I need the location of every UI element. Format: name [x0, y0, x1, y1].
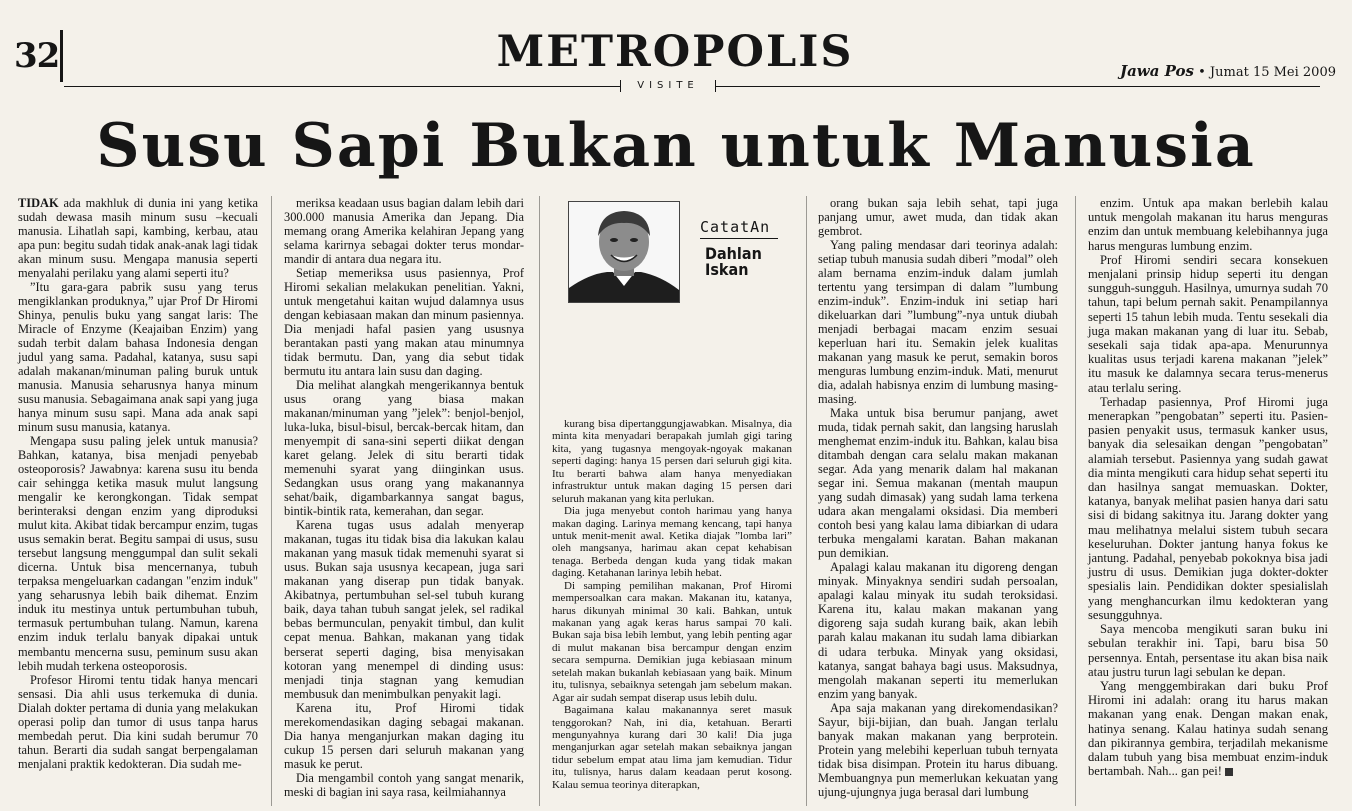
paragraph [1088, 395, 1328, 622]
paragraph [818, 701, 1058, 799]
author-name [705, 246, 768, 278]
paragraph-text: Saya mencoba mengikuti saran buku ini sebulan terakhir ini. Tapi, baru bisa 50 persennya. Entah, persentase itu akan bisa naik atau justru turun lagi sebulan ke depan. [1088, 622, 1328, 679]
paragraph-text: kurang bisa dipertanggungjawabkan. Misalnya, dia minta kita menyadari berapakah jumlah gigi taring kita, yang tugasnya mengoyak-ngoyak makanan seperti daging: hanya 15 persen dari seluruh gigi kita. Itu berarti bahwa alam hanya menyediakan infrastruktur untuk makan daging 15 persen dari seluruh makanan yang kita perlukan. [552, 418, 792, 505]
author-photo [568, 201, 680, 303]
article-column-4 [818, 196, 1058, 799]
paragraph [284, 701, 524, 771]
paragraph [552, 418, 792, 505]
masthead: METROPOLIS [496, 27, 854, 77]
paragraph [818, 238, 1058, 406]
paragraph-text: Dia melihat alangkah mengerikannya bentuk usus orang yang biasa makan makanan/minuman yang ”jelek”: benjol-benjol, luka-luka, bisul-bisul, bercak-bercak hitam, dan menyempit di sana-sini seperti diikat dengan karet gelang. Jelek di situ berarti tidak memenuhi syarat yang diinginkan usus. Sedangkan usus orang yang makanannya sehat/baik, digambarkannya sangat bagus, bintik-bintik rata, kemerahan, dan segar. [284, 378, 524, 519]
paragraph [18, 434, 258, 672]
end-of-article-mark [1225, 768, 1233, 776]
issue-date: Jumat 15 Mei 2009 [1209, 65, 1336, 80]
paragraph-text: Karena itu, Prof Hiromi tidak merekomendasikan daging sebagai makanan. Dia hanya menganjurkan makan daging itu cukup 15 persen dari seluruh makanan yang masuk ke perut. [284, 700, 524, 771]
paragraph [818, 196, 1058, 238]
paragraph-text: Yang paling mendasar dari teorinya adalah: setiap tubuh manusia sudah diberi ”modal” oleh alam bernama enzim-induk dalam jumlah tertentu yang tersimpan di dalam ”lumbung enzim-induk”. Enzim-induk ini setiap hari dikeluarkan dari ”lumbung”-nya untuk diubah menjadi berbagai macam enzim sesuai keperluan hari itu. Semakin jelek kualitas makanan yang masuk ke perut, semakin boros menguras lumbung enzim-induk. Mati, menurut dia, adalah habisnya enzim di lumbung masing-masing. [818, 238, 1058, 407]
column-rule [539, 196, 540, 806]
paragraph [284, 771, 524, 799]
paragraph [18, 673, 258, 771]
author-portrait-image [569, 202, 679, 302]
paragraph [818, 560, 1058, 700]
paragraph [552, 704, 792, 791]
lead-word: TIDAK [18, 196, 59, 210]
column-label-underline [700, 238, 778, 239]
article-column-2 [284, 196, 524, 799]
newspaper-name: Jawa Pos [1119, 62, 1194, 80]
article-column-5 [1088, 196, 1328, 778]
page-number-divider [60, 30, 63, 82]
paragraph-text: Setiap memeriksa usus pasiennya, Prof Hiromi sekalian melakukan penelitian. Yakni, untuk mengetahui kaitan wujud dalamnya usus dengan kebiasaan makan dan minum pasiennya. Dia menjadi hafal pasien yang ususnya berantakan pasti yang makan atau minumnya tidak bermutu. Dan, yang dia sebut tidak bermutu itu antara lain susu dan daging. [284, 266, 524, 379]
paragraph-text: ”Itu gara-gara pabrik susu yang terus mengiklankan produknya,” ujar Prof Dr Hiromi Shinya, penulis buku yang sangat laris: The Miracle of Enzyme (Keajaiban Enzim) yang sudah terbit dalam bahasa Indonesia dengan judul yang sama. Padahal, katanya, susu sapi adalah makanan/minuman paling buruk untuk manusia. Manusia seharusnya hanya minum susu manusia. Sebagaimana anak sapi yang juga hanya minum susu sapi. Mana ada anak sapi minum susu manusia, katanya. [18, 280, 258, 435]
paragraph [1088, 253, 1328, 395]
paragraph [284, 378, 524, 518]
paragraph-text: Terhadap pasiennya, Prof Hiromi juga menerapkan ”pengobatan” seperti itu. Pasien-pasien penyakit usus, termasuk kanker usus, banyak dia selesaikan dengan ”pengobatan” alamiah tersebut. Pasiennya yang sudah gawat dia minta mengikuti cara hidup sehat seperti itu dan hasilnya sangat memuaskan. Dokter, katanya, banyak melihat pasien hanya dari satu sisi di bidang sakitnya itu. Jarang dokter yang mau melihatnya melalui sistem tubuh secara keseluruhan. Dokter jantung hanya fokus ke jantung. Padahal, penyebab pokoknya bisa jadi justru di usus. Demikian juga dokter-dokter spesialis lain. Pendidikan dokter spesialislah yang menghancurkan ilmu kedokteran yang sesungguhnya. [1088, 394, 1328, 622]
newspaper-dateline [1120, 62, 1336, 80]
paragraph [18, 280, 258, 434]
paragraph-text: meriksa keadaan usus bagian dalam lebih dari 300.000 manusia Amerika dan Jepang. Dia memang orang Amerika kelahiran Jepang yang selama karirnya sebagai dokter terus mondar-mandir di antara dua negara itu. [284, 196, 524, 267]
article-headline: Susu Sapi Bukan untuk Manusia [96, 111, 1256, 181]
paragraph-text: Prof Hiromi sendiri secara konsekuen menjalani prinsip hidup seperti itu dengan sungguh-sungguh. Hasilnya, umurnya sudah 70 tahun, tapi belum pernah sakit. Penampilannya seperti 15 tahun lebih muda. Tentu sesekali dia juga makan makanan yang di luar itu. Sebab, sesekali saja tidak apa-apa. Menurunnya kualitas usus terjadi karena makanan ”jelek” itu masuk ke dalamnya secara terus-menerus atau terlalu sering. [1088, 252, 1328, 395]
byline-box [555, 196, 795, 406]
paragraph [1088, 679, 1328, 778]
page-header [0, 0, 1352, 100]
paragraph-text: Mengapa susu paling jelek untuk manusia? Bahkan, katanya, bisa menjadi penyebab osteoporosis? Jawabnya: karena susu itu benda cair sehingga ketika masuk mulut langsung mengalir ke kerongkongan. Tidak sempat berinteraksi dengan enzim yang diproduksi mulut kita. Akibat tidak bercampur enzim, tugas usus semakin berat. Begitu sampai di usus, susu tersebut langsung menggumpal dan sulit sekali dicerna. Untuk bisa mencernanya, tubuh terpaksa mengeluarkan cadangan "enzim induk" yang seharusnya lebih baik dihemat. Enzim induk itu mestinya untuk pertumbuhan tubuh, termasuk pertumbuhan tulang. Namun, karena enzim induk terlalu banyak dipakai untuk membantu mencerna susu, peminum susu akan lebih mudah terkena osteoporosis. [18, 434, 258, 673]
paragraph-text: Di samping pemilihan makanan, Prof Hiromi mempersoalkan cara makan. Makanan itu, katanya, harus dikunyah minimal 30 kali. Bahkan, untuk makanan yang agak keras harus sampai 70 kali. Bukan saja bisa lebih lembut, yang lebih penting agar di mulut makanan bisa bercampur dengan enzim secara sempurna. Demikian juga kebiasaan minum setelah makan bukanlah kebiasaan yang baik. Minum itu, tulisnya, sebaiknya setengah jam sebelum makan. Agar air sudah sempat diserap usus lebih dulu. [552, 579, 792, 704]
column-rule [1075, 196, 1076, 806]
dateline-separator: • [1198, 65, 1206, 80]
paragraph [284, 266, 524, 378]
paragraph [284, 196, 524, 266]
paragraph-text: Karena tugas usus adalah menyerap makanan, tugas itu tidak bisa dia lakukan kalau makanan yang masuk tidak memenuhi syarat si usus. Bukan saja ususnya kecapean, juga sari makanan yang diserap pun tidak banyak. Akibatnya, pertumbuhan sel-sel tubuh kurang baik, daya tahan tubuh sangat jelek, sel radikal bebas bermunculan, penyakit timbul, dan kulit cepat menua. Bahkan, makanan yang tidak berserat seperti daging, bisa menyisakan kotoran yang menempel di dinding usus: menjadi tinja stagnan yang kemudian membusuk dan menimbulkan penyakit lagi. [284, 518, 524, 701]
paragraph-text: Apalagi kalau makanan itu digoreng dengan minyak. Minyaknya sendiri sudah persoalan, apalagi kalau minyak itu sudah teroksidasi. Karena itu, kalau makan makanan yang digoreng saja sudah kurang baik, akan lebih parah kalau makanan itu sudah lama dibiarkan di udara terbuka. Minyak yang oksidasi, katanya, sangat bahaya bagi usus. Maksudnya, mengolah makanan seperti itu memerlukan enzim yang banyak. [818, 560, 1058, 701]
column-rule [271, 196, 272, 806]
paragraph-text: Profesor Hiromi tentu tidak hanya mencari sensasi. Dia ahli usus terkemuka di dunia. Dialah dokter pertama di dunia yang melakukan operasi polip dan tumor di usus tanpa harus membedah perut. Dia kini sudah berumur 70 tahun. Berarti dia sudah sangat berpengalaman menjalani praktik kedokteran. Dia sudah me- [18, 672, 258, 771]
paragraph [284, 518, 524, 700]
author-first-name: Dahlan [705, 244, 762, 263]
paragraph [818, 406, 1058, 560]
paragraph [1088, 196, 1328, 253]
paragraph-text: ada makhluk di dunia ini yang ketika sudah dewasa masih minum susu –kecuali manusia. Lihatlah sapi, kambing, kerbau, atau apa pun: begitu sudah tidak anak-anak lagi tidak akan minum susu. Mengapa manusia seperti menyalahi perilaku yang alami seperti itu? [18, 196, 258, 281]
column-label: CatatAn [700, 218, 771, 236]
author-last-name: Iskan [705, 260, 749, 279]
paragraph-text: Maka untuk bisa berumur panjang, awet muda, tidak pernah sakit, dan langsing haruslah menghemat enzim-induk itu. Bahkan, kalau bisa ditambah dengan cara selalu makan makanan segar. Ada yang menarik dalam hal makanan segar ini. Semua makanan (mentah maupun yang sudah dimasak) yang sudah lama terkena udara akan mengalami oksidasi. Dia memberi contoh besi yang kalau lama dibiarkan di udara terbuka mengalami karatan. Bahan makanan pun demikian. [818, 406, 1058, 561]
paragraph-text: Apa saja makanan yang direkomendasikan? Sayur, biji-bijian, dan buah. Jangan terlalu banyak makan makanan yang berprotein. Protein yang melebihi keperluan tubuh ternyata tidak bisa disimpan. Protein itu harus dibuang. Membuangnya pun memerlukan kekuatan yang ujung-ujungnya juga berasal dari lumbung [818, 700, 1058, 799]
article-column-3 [552, 418, 792, 791]
paragraph [552, 580, 792, 704]
paragraph-text: Yang menggembirakan dari buku Prof Hiromi ini adalah: orang itu harus makan makanan yang enak. Dengan makan enak, hatinya senang. Kalau hatinya sudah senang dan pikirannya gembira, terjadilah mekanisme dalam tubuh yang bisa membuat enzim-induk bertambah. Nah... gan pei! [1088, 678, 1328, 779]
column-rule [806, 196, 807, 806]
paragraph [552, 505, 792, 580]
paragraph-text: Dia mengambil contoh yang sangat menarik, meski di bagian ini saya rasa, keilmiahannya [284, 770, 524, 799]
paragraph-text: orang bukan saja lebih sehat, tapi juga panjang umur, awet muda, dan tidak akan gembrot. [818, 196, 1058, 239]
paragraph-text: enzim. Untuk apa makan berlebih kalau untuk mengolah makanan itu harus menguras enzim dan untuk membuang kelebihannya juga harus menguras lumbung enzim. [1088, 196, 1328, 253]
paragraph-text: Dia juga menyebut contoh harimau yang hanya makan daging. Larinya memang kencang, tapi hanya untuk menit-menit awal. Ketika diajak ”lomba lari” oleh mangsanya, harimau akan cepat kehabisan tenaga. Berbeda dengan kuda yang tidak makan daging. Ketahanan larinya lebih hebat. [552, 505, 792, 580]
paragraph-text: Bagaimana kalau makanannya seret masuk tenggorokan? Nah, ini dia, ketahuan. Berarti mengunyahnya kurang dari 30 kali! Dia juga menganjurkan agar setelah makan sebaiknya jangan tidur sebelum empat atau lima jam kemudian. Tidur itu, tulisnya, harus dalam keadaan perut kosong. Kalau semua teorinya diterapkan, [552, 704, 792, 791]
paragraph [18, 196, 258, 280]
article-column-1 [18, 196, 258, 771]
section-label: VISITE [620, 78, 716, 94]
page-number: 32 [14, 36, 60, 76]
paragraph [1088, 622, 1328, 679]
